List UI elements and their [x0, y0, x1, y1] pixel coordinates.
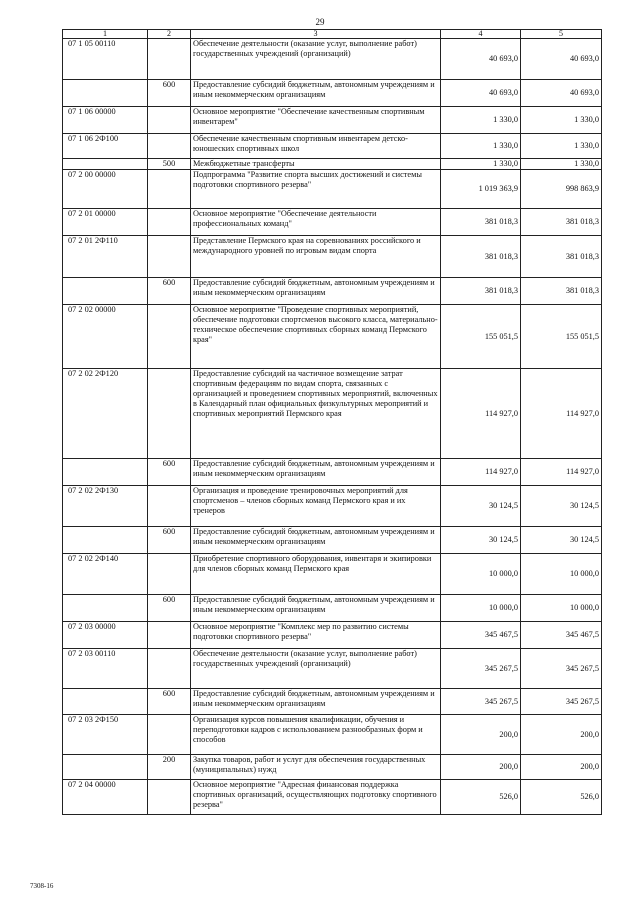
classification-code-cell — [63, 159, 148, 170]
item-name-cell: Межбюджетные трансферты — [191, 159, 441, 170]
classification-code-cell: 07 2 01 2Ф110 — [63, 236, 148, 278]
expense-type-cell — [148, 369, 191, 459]
amount-2017-cell: 1 330,0 — [441, 107, 521, 134]
amount-2018-cell: 10 000,0 — [521, 595, 602, 622]
item-name-cell: Предоставление субсидий бюджетным, автономным учреждениям и иным некоммерческим организациям — [191, 689, 441, 715]
amount-2017-cell: 114 927,0 — [441, 459, 521, 486]
table-body — [63, 39, 602, 815]
expense-type-cell — [148, 209, 191, 236]
classification-code-cell: 07 1 06 2Ф100 — [63, 134, 148, 159]
table-row — [63, 622, 602, 649]
page-number: 29 — [315, 17, 325, 27]
amount-2018-cell: 526,0 — [521, 780, 602, 815]
amount-2018-cell: 1 330,0 — [521, 134, 602, 159]
classification-code-cell: 07 2 03 00000 — [63, 622, 148, 649]
classification-code-cell — [63, 689, 148, 715]
expense-type-cell: 600 — [148, 80, 191, 107]
classification-code-cell — [63, 459, 148, 486]
expense-type-cell — [148, 622, 191, 649]
amount-2017-cell: 345 267,5 — [441, 689, 521, 715]
expense-type-cell — [148, 236, 191, 278]
amount-2017-cell: 30 124,5 — [441, 486, 521, 527]
amount-2018-cell: 155 051,5 — [521, 305, 602, 369]
amount-2018-cell: 40 693,0 — [521, 39, 602, 80]
amount-2017-cell: 10 000,0 — [441, 554, 521, 595]
column-header: 5 — [521, 30, 602, 39]
table-row — [63, 715, 602, 755]
amount-2017-cell: 114 927,0 — [441, 369, 521, 459]
table-row — [63, 595, 602, 622]
amount-2017-cell: 1 330,0 — [441, 134, 521, 159]
amount-2018-cell: 30 124,5 — [521, 486, 602, 527]
column-header: 1 — [63, 30, 148, 39]
item-name-cell: Основное мероприятие "Обеспечение деятельности профессиональных команд" — [191, 209, 441, 236]
item-name-cell: Предоставление субсидий бюджетным, автономным учреждениям и иным некоммерческим организациям — [191, 80, 441, 107]
expense-type-cell: 600 — [148, 527, 191, 554]
item-name-cell: Представление Пермского края на соревнованиях российского и международного уровней по игровым видам спорта — [191, 236, 441, 278]
table-row — [63, 554, 602, 595]
table-row — [63, 689, 602, 715]
table-row — [63, 39, 602, 80]
column-header: 3 — [191, 30, 441, 39]
item-name-cell: Закупка товаров, работ и услуг для обеспечения государственных (муниципальных) нужд — [191, 755, 441, 780]
table-row — [63, 369, 602, 459]
classification-code-cell: 07 2 00 00000 — [63, 170, 148, 209]
expense-type-cell: 600 — [148, 278, 191, 305]
amount-2017-cell: 381 018,3 — [441, 278, 521, 305]
budget-table — [62, 29, 602, 815]
table-row — [63, 486, 602, 527]
expense-type-cell — [148, 554, 191, 595]
column-header: 2 — [148, 30, 191, 39]
table-row — [63, 527, 602, 554]
item-name-cell: Основное мероприятие "Проведение спортивных мероприятий, обеспечение подготовки спортсменов высокого класса, материально-техническое обеспечение спортивных сборных команд Пермского края" — [191, 305, 441, 369]
amount-2018-cell: 200,0 — [521, 715, 602, 755]
amount-2018-cell: 345 267,5 — [521, 689, 602, 715]
amount-2017-cell: 1 019 363,9 — [441, 170, 521, 209]
amount-2018-cell: 10 000,0 — [521, 554, 602, 595]
classification-code-cell: 07 1 05 00110 — [63, 39, 148, 80]
amount-2018-cell: 381 018,3 — [521, 236, 602, 278]
expense-type-cell — [148, 715, 191, 755]
expense-type-cell: 500 — [148, 159, 191, 170]
item-name-cell: Приобретение спортивного оборудования, инвентаря и экипировки для членов сборных команд Пермского края — [191, 554, 441, 595]
footer-code: 7308-16 — [30, 882, 54, 890]
table-row — [63, 305, 602, 369]
table-row — [63, 170, 602, 209]
column-header: 4 — [441, 30, 521, 39]
expense-type-cell — [148, 305, 191, 369]
expense-type-cell — [148, 649, 191, 689]
table-row — [63, 278, 602, 305]
amount-2018-cell: 30 124,5 — [521, 527, 602, 554]
item-name-cell: Основное мероприятие "Обеспечение качественным спортивным инвентарем" — [191, 107, 441, 134]
item-name-cell: Предоставление субсидий бюджетным, автономным учреждениям и иным некоммерческим организациям — [191, 459, 441, 486]
item-name-cell: Предоставление субсидий бюджетным, автономным учреждениям и иным некоммерческим организациям — [191, 527, 441, 554]
expense-type-cell: 200 — [148, 755, 191, 780]
classification-code-cell: 07 2 01 00000 — [63, 209, 148, 236]
amount-2017-cell: 40 693,0 — [441, 80, 521, 107]
item-name-cell: Предоставление субсидий на частичное возмещение затрат спортивным федерациям по видам спорта, связанных с организацией и проведением спортивных мероприятий, включенных в Календарный план официальных физкультурных мероприятий и спортивных мероприятий Пермского края — [191, 369, 441, 459]
item-name-cell: Организация курсов повышения квалификации, обучения и переподготовки кадров с использованием разнообразных форм и способов — [191, 715, 441, 755]
table-row — [63, 459, 602, 486]
amount-2017-cell: 30 124,5 — [441, 527, 521, 554]
amount-2017-cell: 200,0 — [441, 755, 521, 780]
amount-2017-cell: 200,0 — [441, 715, 521, 755]
expense-type-cell — [148, 39, 191, 80]
amount-2018-cell: 40 693,0 — [521, 80, 602, 107]
table-row — [63, 134, 602, 159]
amount-2018-cell: 345 267,5 — [521, 649, 602, 689]
item-name-cell: Обеспечение деятельности (оказание услуг, выполнение работ) государственных учреждений (организаций) — [191, 649, 441, 689]
table-row — [63, 755, 602, 780]
classification-code-cell — [63, 595, 148, 622]
classification-code-cell — [63, 80, 148, 107]
classification-code-cell: 07 2 03 00110 — [63, 649, 148, 689]
classification-code-cell: 07 2 04 00000 — [63, 780, 148, 815]
amount-2017-cell: 10 000,0 — [441, 595, 521, 622]
amount-2018-cell: 381 018,3 — [521, 209, 602, 236]
amount-2017-cell: 381 018,3 — [441, 209, 521, 236]
amount-2017-cell: 155 051,5 — [441, 305, 521, 369]
classification-code-cell: 07 2 02 2Ф140 — [63, 554, 148, 595]
table-row — [63, 780, 602, 815]
amount-2017-cell: 345 467,5 — [441, 622, 521, 649]
table-row — [63, 209, 602, 236]
amount-2017-cell: 381 018,3 — [441, 236, 521, 278]
classification-code-cell: 07 2 02 2Ф120 — [63, 369, 148, 459]
expense-type-cell — [148, 134, 191, 159]
amount-2017-cell: 345 267,5 — [441, 649, 521, 689]
table-row — [63, 159, 602, 170]
amount-2018-cell: 114 927,0 — [521, 459, 602, 486]
item-name-cell: Обеспечение качественным спортивным инвентарем детско-юношеских спортивных школ — [191, 134, 441, 159]
expense-type-cell: 600 — [148, 595, 191, 622]
item-name-cell: Предоставление субсидий бюджетным, автономным учреждениям и иным некоммерческим организациям — [191, 595, 441, 622]
amount-2018-cell: 345 467,5 — [521, 622, 602, 649]
expense-type-cell — [148, 107, 191, 134]
table-row — [63, 236, 602, 278]
expense-type-cell: 600 — [148, 689, 191, 715]
classification-code-cell: 07 2 02 2Ф130 — [63, 486, 148, 527]
table-row — [63, 80, 602, 107]
classification-code-cell — [63, 755, 148, 780]
classification-code-cell: 07 2 02 00000 — [63, 305, 148, 369]
item-name-cell: Подпрограмма "Развитие спорта высших достижений и системы подготовки спортивного резерва" — [191, 170, 441, 209]
expense-type-cell — [148, 780, 191, 815]
item-name-cell: Организация и проведение тренировочных мероприятий для спортсменов – членов сборных команд Пермского края и их тренеров — [191, 486, 441, 527]
expense-type-cell — [148, 170, 191, 209]
amount-2018-cell: 114 927,0 — [521, 369, 602, 459]
classification-code-cell — [63, 527, 148, 554]
table-row — [63, 107, 602, 134]
amount-2017-cell: 40 693,0 — [441, 39, 521, 80]
expense-type-cell: 600 — [148, 459, 191, 486]
amount-2018-cell: 998 863,9 — [521, 170, 602, 209]
amount-2018-cell: 1 330,0 — [521, 107, 602, 134]
amount-2017-cell: 1 330,0 — [441, 159, 521, 170]
item-name-cell: Основное мероприятие "Комплекс мер по развитию системы подготовки спортивного резерва" — [191, 622, 441, 649]
amount-2018-cell: 200,0 — [521, 755, 602, 780]
classification-code-cell: 07 1 06 00000 — [63, 107, 148, 134]
table-row — [63, 649, 602, 689]
amount-2018-cell: 381 018,3 — [521, 278, 602, 305]
amount-2017-cell: 526,0 — [441, 780, 521, 815]
table-header-row — [63, 30, 602, 39]
classification-code-cell — [63, 278, 148, 305]
amount-2018-cell: 1 330,0 — [521, 159, 602, 170]
item-name-cell: Обеспечение деятельности (оказание услуг, выполнение работ) государственных учреждений (организаций) — [191, 39, 441, 80]
item-name-cell: Предоставление субсидий бюджетным, автономным учреждениям и иным некоммерческим организациям — [191, 278, 441, 305]
classification-code-cell: 07 2 03 2Ф150 — [63, 715, 148, 755]
item-name-cell: Основное мероприятие "Адресная финансовая поддержка спортивных организаций, осуществляющих подготовку спортивного резерва" — [191, 780, 441, 815]
expense-type-cell — [148, 486, 191, 527]
